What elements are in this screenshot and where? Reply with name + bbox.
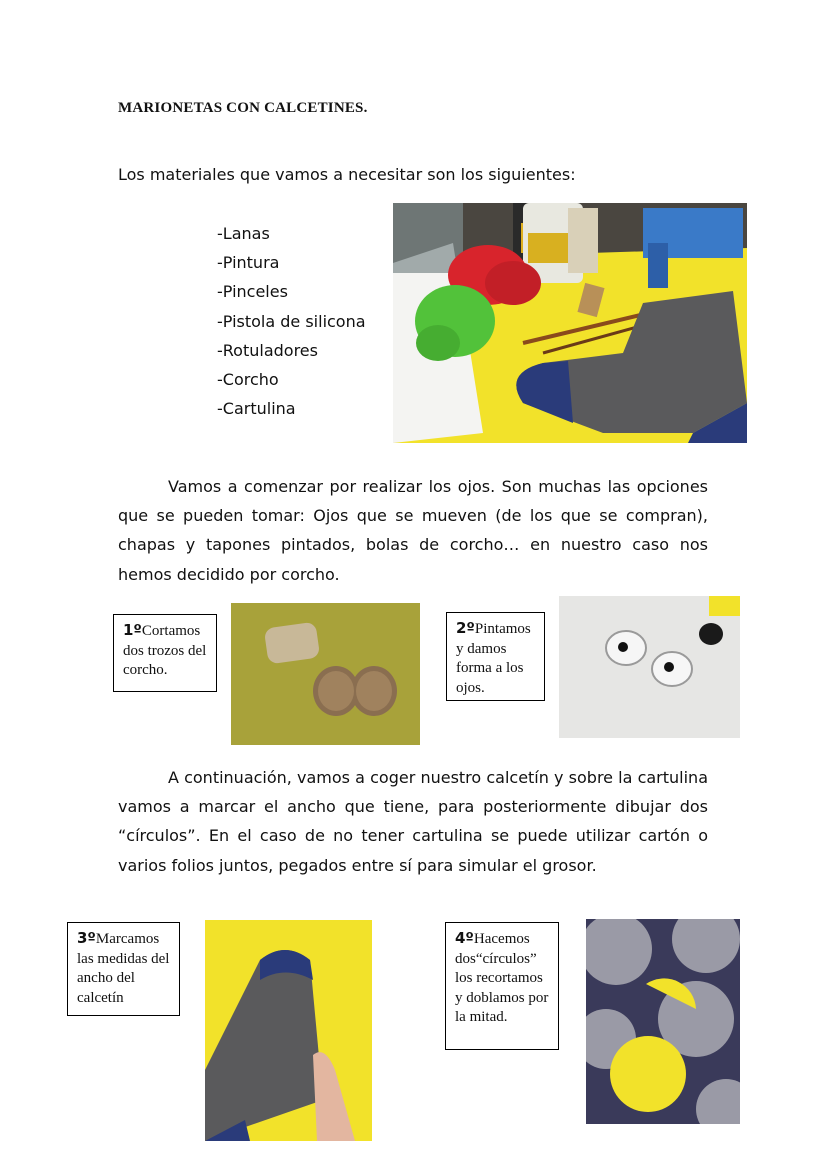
cork-pieces-photo bbox=[231, 603, 420, 745]
step-number: 2º bbox=[456, 619, 475, 637]
materials-intro: Los materiales que vamos a necesitar son los siguientes: bbox=[118, 165, 576, 184]
material-item: -Pistola de silicona bbox=[217, 311, 366, 331]
material-item: -Lanas bbox=[217, 224, 270, 243]
document-title: MARIONETAS CON CALCETINES. bbox=[118, 100, 368, 116]
materials-photo bbox=[393, 203, 747, 443]
step-text: Marcamos las medidas del ancho del calcetín bbox=[77, 931, 170, 1006]
step-4-caption bbox=[445, 922, 559, 1050]
step-number: 1º bbox=[123, 621, 142, 639]
step-number: 3º bbox=[77, 929, 96, 947]
paragraph-eyes bbox=[118, 472, 708, 589]
step-number: 4º bbox=[455, 929, 474, 947]
paragraph-sock bbox=[118, 763, 708, 880]
step-3-caption bbox=[67, 922, 180, 1016]
paragraph-eyes-text: Vamos a comenzar por realizar los ojos. Son muchas las opciones que se pueden tomar: Ojos que se mueven (de los que se compran), chapas y tapones pintados, bolas de corcho… en nuestro caso nos hemos decidido por corcho. bbox=[118, 477, 708, 584]
material-item: -Cartulina bbox=[217, 399, 296, 419]
step-2-caption bbox=[446, 612, 545, 701]
materials-list bbox=[217, 224, 366, 428]
material-item: -Corcho bbox=[217, 369, 279, 389]
sock-measure-photo bbox=[205, 920, 372, 1141]
paragraph-sock-text: A continuación, vamos a coger nuestro calcetín y sobre la cartulina vamos a marcar el ancho que tiene, para posteriormente dibujar dos “círculos”. En el caso de no tener cartulina se puede utilizar cartón o varios folios juntos, pegados entre sí para simular el grosor. bbox=[118, 768, 708, 875]
step-1-caption bbox=[113, 614, 217, 692]
step-text: Cortamos dos trozos del corcho. bbox=[123, 623, 207, 678]
material-item: -Pintura bbox=[217, 253, 280, 273]
material-item: -Rotuladores bbox=[217, 340, 318, 360]
cardboard-circles-photo bbox=[586, 919, 740, 1124]
step-text: Hacemos dos“círculos” los recortamos y doblamos por la mitad. bbox=[455, 931, 549, 1025]
painted-eyes-photo bbox=[559, 596, 740, 738]
material-item: -Pinceles bbox=[217, 282, 288, 302]
step-text: Pintamos y damos forma a los ojos. bbox=[456, 621, 531, 696]
